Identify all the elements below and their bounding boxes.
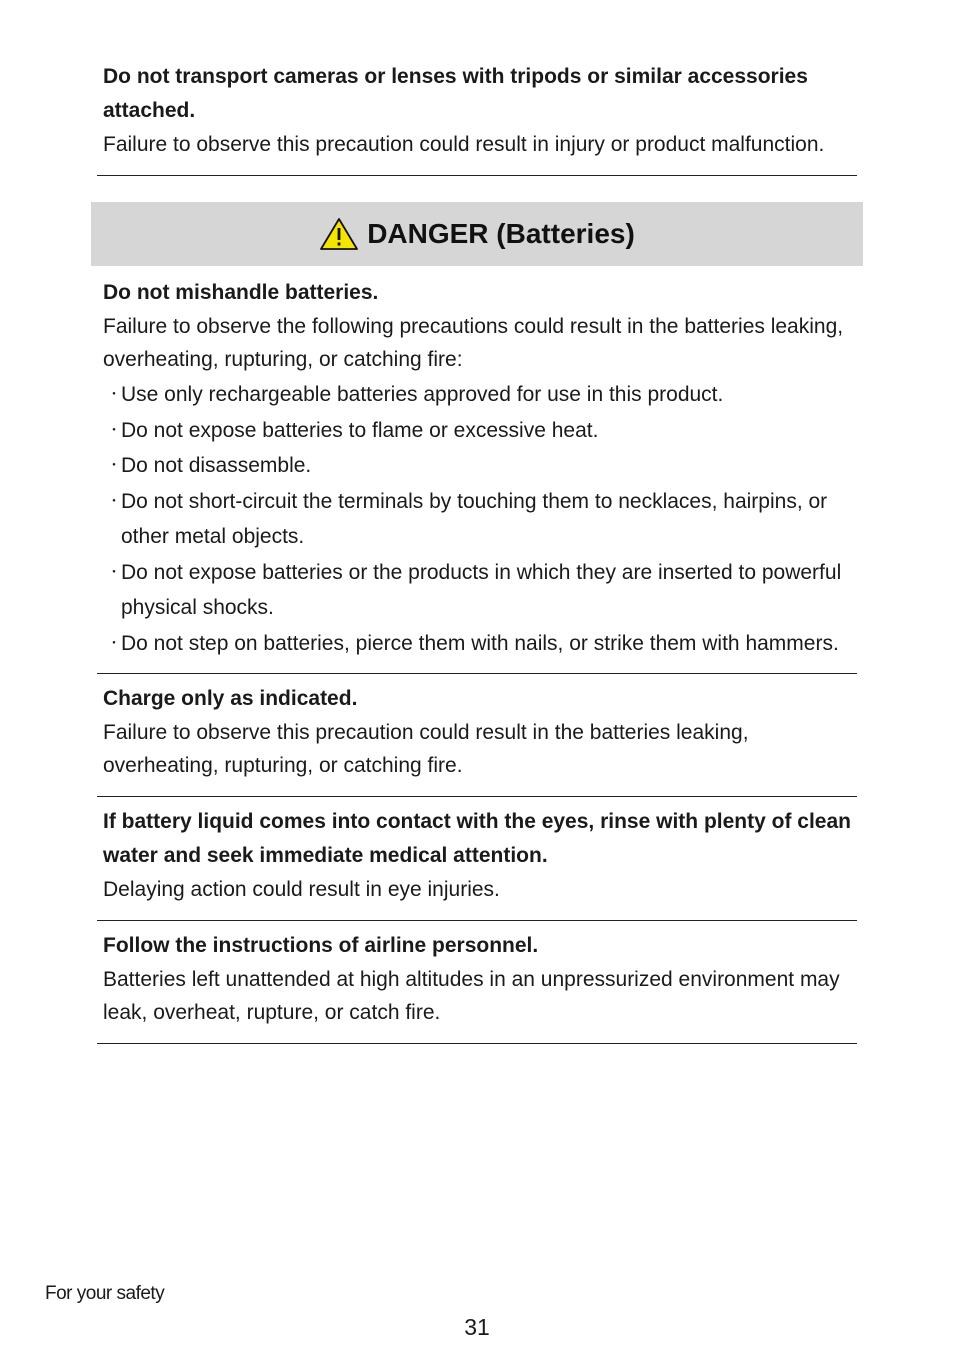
bullet-dot: ・ bbox=[107, 634, 121, 651]
charge-body: Failure to observe this precaution could result in the batteries leaking, overheating, rupturing, or catching fire. bbox=[103, 721, 749, 777]
page-number: 31 bbox=[464, 1314, 490, 1340]
airline-block bbox=[97, 921, 857, 1043]
list-item: ・ Do not expose batteries to flame or excessive heat. bbox=[103, 413, 851, 449]
bullet-dot: ・ bbox=[107, 421, 121, 438]
list-item: ・ Do not short-circuit the terminals by touching them to necklaces, hairpins, or other metal objects. bbox=[103, 484, 851, 555]
footer-section-name: For your safety bbox=[45, 1283, 165, 1304]
tripod-warning-body: Failure to observe this precaution could result in injury or product malfunction. bbox=[103, 133, 825, 156]
list-item: ・ Do not expose batteries or the products in which they are inserted to powerful physical shocks. bbox=[103, 555, 851, 626]
danger-title: DANGER (Batteries) bbox=[367, 218, 635, 249]
bullet-dot: ・ bbox=[107, 386, 121, 402]
list-item: ・ Do not disassemble. bbox=[103, 448, 851, 484]
warning-triangle-icon bbox=[319, 217, 359, 251]
bullet-dot: ・ bbox=[107, 563, 121, 580]
bullet-dot: ・ bbox=[107, 457, 121, 473]
mishandle-bullet-list bbox=[103, 377, 851, 661]
tripod-warning-block bbox=[97, 60, 857, 175]
charge-heading: Charge only as indicated. bbox=[103, 687, 358, 710]
page-content bbox=[97, 60, 857, 1044]
mishandle-block bbox=[97, 266, 857, 673]
mishandle-body: Failure to observe the following precautions could result in the batteries leaking, overheating, rupturing, or catching fire: bbox=[103, 315, 844, 371]
divider bbox=[97, 175, 857, 176]
eyes-heading: If battery liquid comes into contact with the eyes, rinse with plenty of clean water and seek immediate medical attention. bbox=[103, 810, 851, 867]
tripod-warning-heading: Do not transport cameras or lenses with tripods or similar accessories attached. bbox=[103, 65, 808, 122]
list-item: ・ Use only rechargeable batteries approved for use in this product. bbox=[103, 377, 851, 413]
charge-block bbox=[97, 674, 857, 796]
danger-banner bbox=[91, 202, 863, 266]
mishandle-heading: Do not mishandle batteries. bbox=[103, 281, 379, 304]
list-item: ・ Do not step on batteries, pierce them with nails, or strike them with hammers. bbox=[103, 626, 851, 662]
airline-body: Batteries left unattended at high altitudes in an unpressurized environment may leak, overheat, rupture, or catch fire. bbox=[103, 968, 840, 1024]
divider bbox=[97, 1043, 857, 1044]
bullet-dot: ・ bbox=[107, 492, 121, 509]
eyes-body: Delaying action could result in eye injuries. bbox=[103, 878, 500, 901]
eyes-block bbox=[97, 797, 857, 920]
airline-heading: Follow the instructions of airline personnel. bbox=[103, 934, 539, 957]
